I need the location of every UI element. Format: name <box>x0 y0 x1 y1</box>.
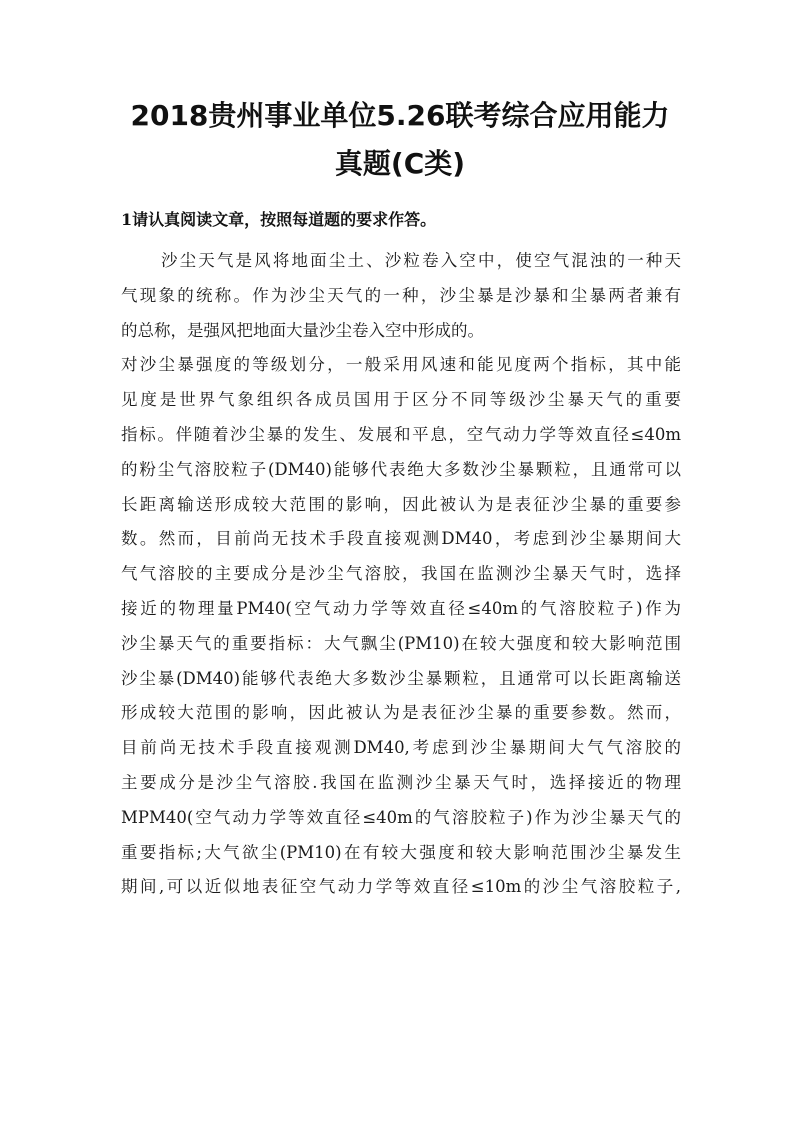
text-line: 见度是世界气象组织各成员国用于区分不同等级沙尘暴天气的重要 <box>121 390 681 410</box>
text-line: 沙尘天气是风将地面尘土、沙粒卷入空中，使空气混浊的一种天 <box>161 251 681 270</box>
text-line: 接近的物理量PM40(空气动力学等效直径≤40m的气溶胶粒子)作为 <box>121 598 681 618</box>
text-line: 气气溶胶的主要成分是沙尘气溶胶，我国在监测沙尘暴天气时，选择 <box>121 564 681 584</box>
text-line: 数。然而，目前尚无技术手段直接观测DM40，考虑到沙尘暴期间大 <box>121 529 681 549</box>
text-line: 重要指标;大气欲尘(PM10)在有较大强度和较大影响范围沙尘暴发生 <box>121 842 681 862</box>
text-line: 主要成分是沙尘气溶胶.我国在监测沙尘暴天气时，选择接近的物理 <box>121 772 681 792</box>
text-line: 对沙尘暴强度的等级划分，一般采用风速和能见度两个指标，其中能 <box>121 355 681 375</box>
article-body <box>121 244 681 905</box>
text-line: 期间,可以近似地表征空气动力学等效直径≤10m的沙尘气溶胶粒子, <box>121 877 681 897</box>
text-line: 长距离输送形成较大范围的影响，因此被认为是表征沙尘暴的重要参 <box>121 494 681 514</box>
text-line: 指标。伴随着沙尘暴的发生、发展和平息，空气动力学等效直径≤40m <box>121 424 681 444</box>
text-line: 的总称，是强风把地面大量沙尘卷入空中形成的。 <box>121 320 484 340</box>
text-line: 目前尚无技术手段直接观测DM40,考虑到沙尘暴期间大气气溶胶的 <box>121 738 681 758</box>
text-line: 形成较大范围的影响，因此被认为是表征沙尘暴的重要参数。然而， <box>121 703 681 723</box>
question-heading: 1请认真阅读文章，按照每道题的要求作答。 <box>121 210 437 229</box>
text-line: MPM40(空气动力学等效直径≤40m的气溶胶粒子)作为沙尘暴天气的 <box>121 807 681 827</box>
document-title <box>100 92 700 188</box>
text-line: 气现象的统称。作为沙尘天气的一种，沙尘暴是沙暴和尘暴两者兼有 <box>121 285 681 305</box>
text-line: 沙尘暴天气的重要指标：大气飘尘(PM10)在较大强度和较大影响范围 <box>121 633 681 653</box>
text-line: 沙尘暴(DM40)能够代表绝大多数沙尘暴颗粒，且通常可以长距离输送 <box>121 668 681 688</box>
title-line-1: 2018贵州事业单位5.26联考综合应用能力 <box>130 99 670 132</box>
title-line-2: 真题(C类) <box>334 147 466 180</box>
text-line: 的粉尘气溶胶粒子(DM40)能够代表绝大多数沙尘暴颗粒，且通常可以 <box>121 459 681 479</box>
